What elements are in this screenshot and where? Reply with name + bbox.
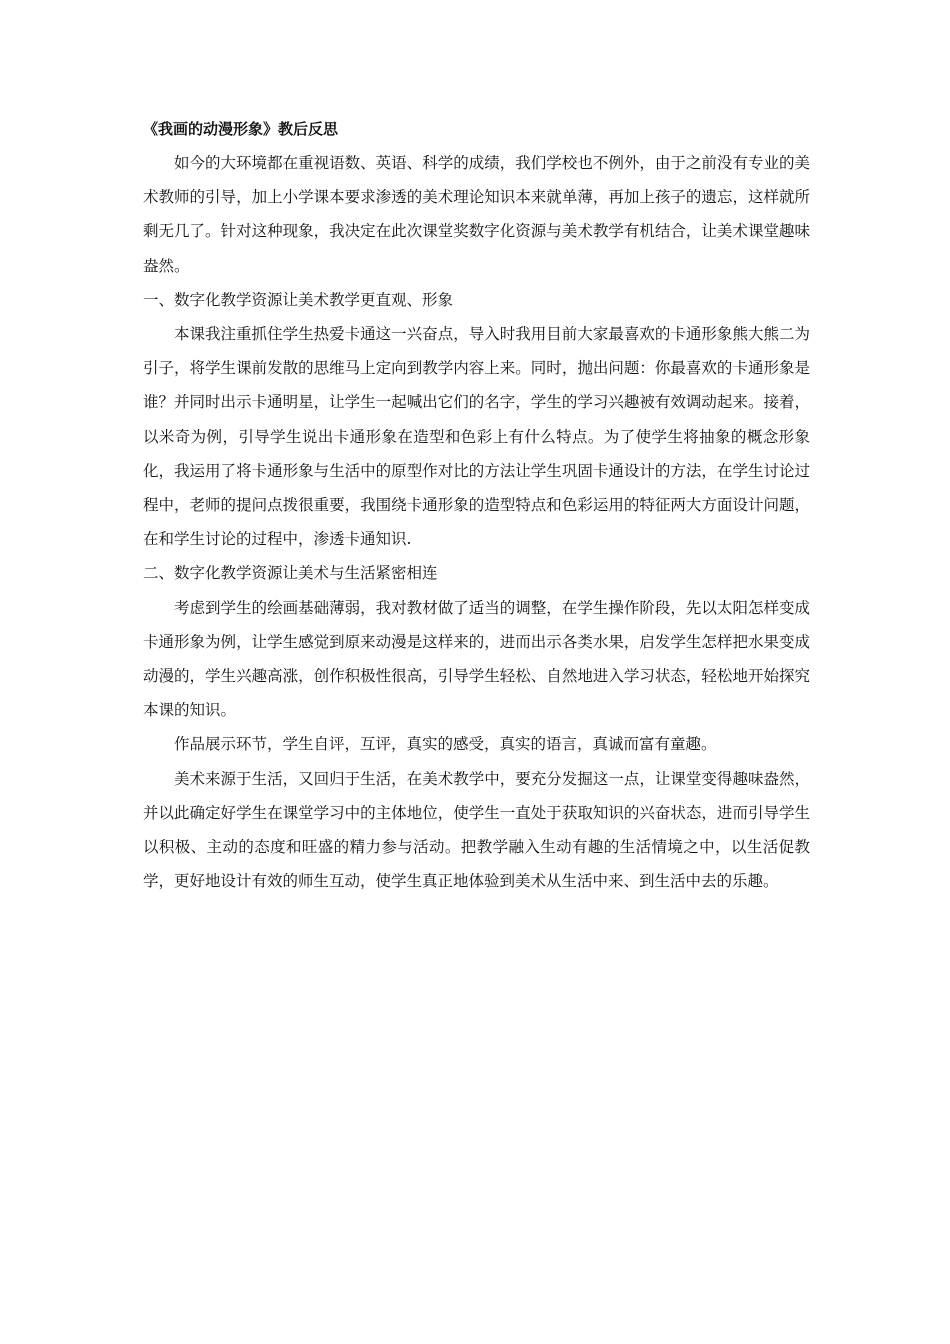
document-title: 《我画的动漫形象》教后反思 bbox=[143, 120, 339, 138]
section-2-paragraph-3: 美术来源于生活，又回归于生活，在美术教学中，要充分发掘这一点，让课堂变得趣味盎然，并以此确定好学生在课堂学习中的主体地位，使学生一直处于获取知识的兴奋状态，进而引导学生以积极、主动的态度和旺盛的精力参与活动。把教学融入生动有趣的生活情境之中，以生活促教学，更好地设计有效的师生互动，使学生真正地体验到美术从生活中来、到生活中去的乐趣。 bbox=[143, 769, 810, 891]
document-page bbox=[143, 112, 810, 898]
section-2-paragraph-1: 考虑到学生的绘画基础薄弱，我对教材做了适当的调整，在学生操作阶段，先以太阳怎样变成卡通形象为例，让学生感觉到原来动漫是这样来的，进而出示各类水果，启发学生怎样把水果变成动漫的，学生兴趣高涨，创作积极性很高，引导学生轻松、自然地进入学习状态，轻松地开始探究本课的知识。 bbox=[143, 598, 810, 720]
section-1-heading: 一、数字化教学资源让美术教学更直观、形象 bbox=[143, 290, 454, 309]
section-2-heading: 二、数字化教学资源让美术与生活紧密相连 bbox=[143, 564, 438, 583]
section-1-paragraph: 本课我注重抓住学生热爱卡通这一兴奋点，导入时我用目前大家最喜欢的卡通形象熊大熊二为引子，将学生课前发散的思维马上定向到教学内容上来。同时，抛出问题：你最喜欢的卡通形象是谁？并同时出示卡通明星，让学生一起喊出它们的名字，学生的学习兴趣被有效调动起来。接着，以米奇为例，引导学生说出卡通形象在造型和色彩上有什么特点。为了使学生将抽象的概念形象化，我运用了将卡通形象与生活中的原型作对比的方法让学生巩固卡通设计的方法，在学生讨论过程中，老师的提问点拨很重要，我围绕卡通形象的造型特点和色彩运用的特征两大方面设计问题，在和学生讨论的过程中，渗透卡通知识. bbox=[143, 325, 810, 549]
intro-paragraph: 如今的大环境都在重视语数、英语、科学的成绩，我们学校也不例外，由于之前没有专业的美术教师的引导，加上小学课本要求渗透的美术理论知识本来就单薄，再加上孩子的遗忘，这样就所剩无几了。针对这种现象，我决定在此次课堂奖数字化资源与美术教学有机结合，让美术课堂趣味盎然。 bbox=[143, 154, 810, 275]
section-2-paragraph-2: 作品展示环节，学生自评，互评，真实的感受，真实的语言，真诚而富有童趣。 bbox=[174, 735, 717, 754]
